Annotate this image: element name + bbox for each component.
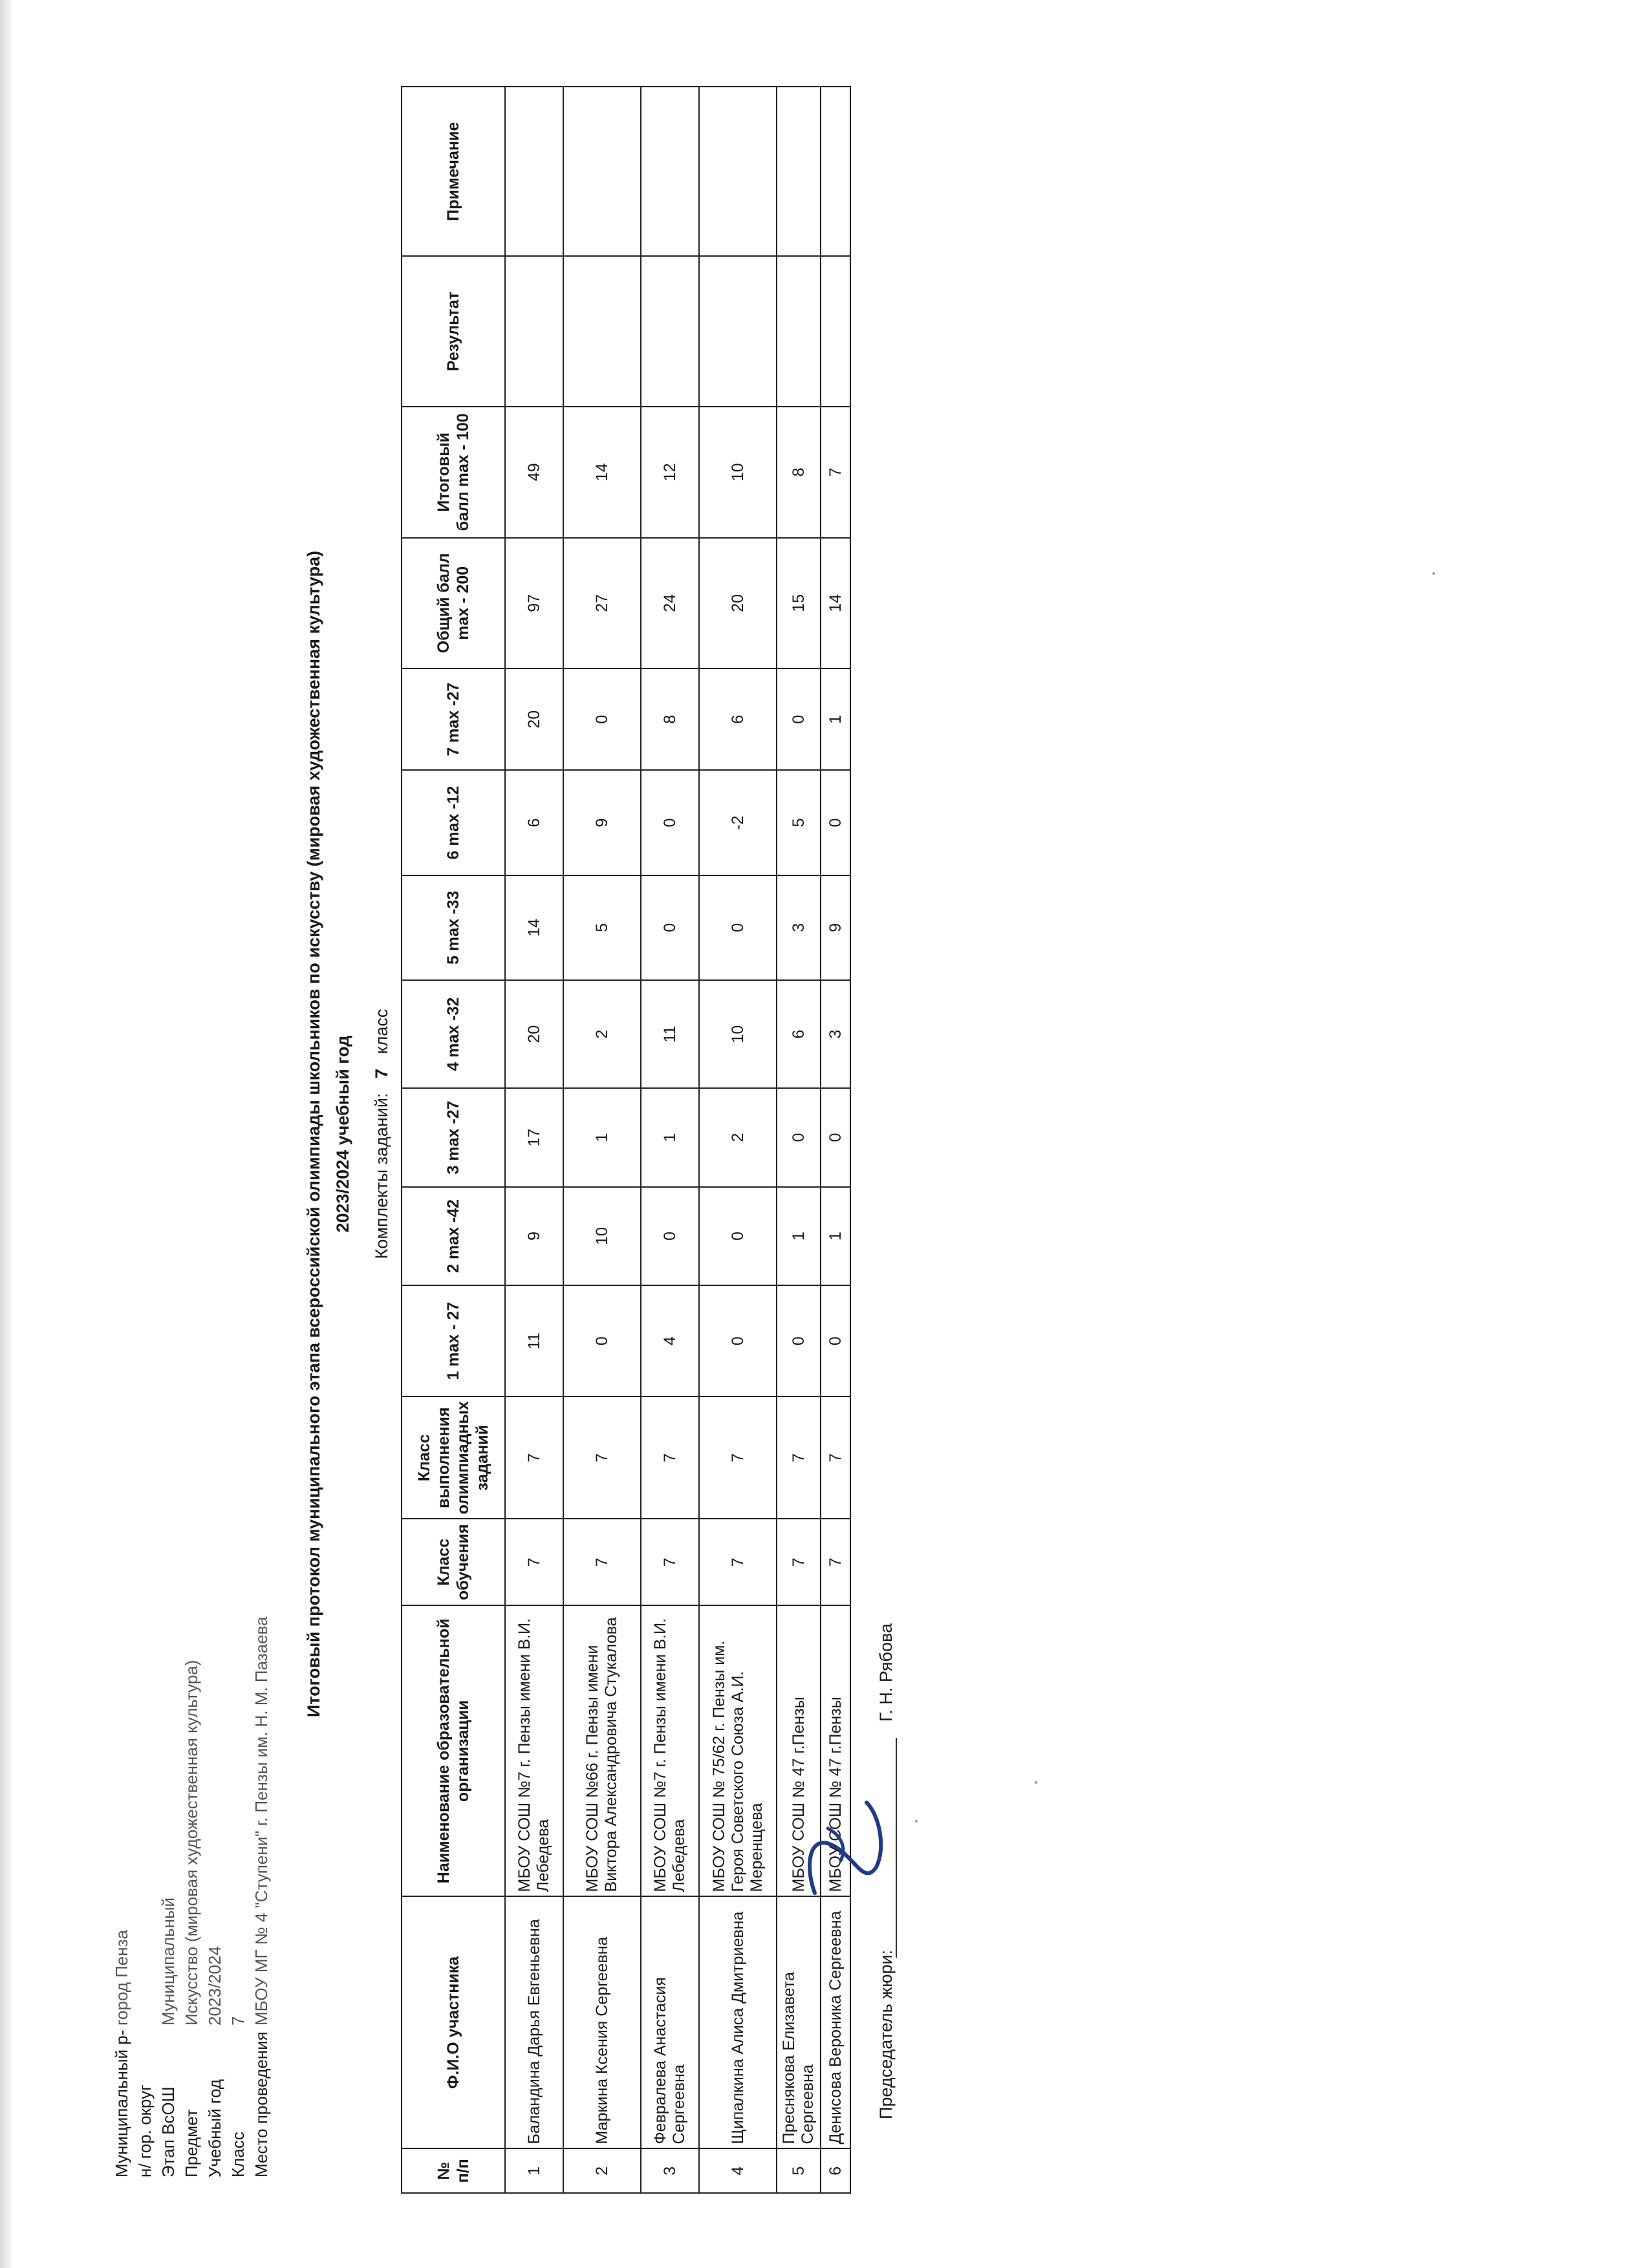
cell-result <box>505 257 563 407</box>
col-header-name: Ф.И.О участника <box>402 1896 505 2148</box>
table-row <box>563 87 641 2193</box>
col-header-task-2: 2 max -42 <box>402 1187 505 1285</box>
protocol-title: Итоговый протокол муниципального этапа всероссийской олимпиады школьников по искусству (мировая художественная культура) <box>304 550 323 1718</box>
cell-name: Баландина Дарья Евгеньевна <box>505 1896 563 2148</box>
cell-task-5: 9 <box>821 875 850 980</box>
cell-total: 24 <box>641 538 699 669</box>
cell-org: МБОУ СОШ №66 г. Пензы имени Виктора Александровича Стукалова <box>563 1605 641 1896</box>
kits-suffix: класс <box>372 1009 391 1054</box>
cell-task-1: 0 <box>777 1285 821 1396</box>
col-header-result: Результат <box>402 257 505 407</box>
meta-value: МБОУ МГ № 4 "Ступени" г. Пензы им. Н. М. Пазаева <box>252 1616 271 2026</box>
meta-row <box>203 1616 226 2177</box>
kits-value: 7 <box>372 1069 391 1079</box>
cell-task-3: 2 <box>699 1088 777 1186</box>
cell-result <box>641 257 699 407</box>
cell-task-1: 0 <box>699 1285 777 1396</box>
table-row <box>641 87 699 2193</box>
handwritten-signature <box>802 1796 892 1906</box>
col-header-task-7: 7 max -27 <box>402 669 505 770</box>
cell-task-5: 5 <box>563 875 641 980</box>
cell-task-6: 0 <box>821 770 850 875</box>
table-row <box>699 87 777 2193</box>
cell-class-tasks: 7 <box>641 1396 699 1519</box>
cell-result <box>821 257 850 407</box>
cell-class-tasks: 7 <box>821 1396 850 1519</box>
col-header-org: Наименование образовательной организации <box>402 1605 505 1896</box>
cell-note <box>777 87 821 257</box>
meta-value: 2023/2024 <box>205 1946 224 2026</box>
chair-name: Г. Н. Рябова <box>876 1623 896 1722</box>
cell-final: 12 <box>641 407 699 538</box>
cell-class-study: 7 <box>641 1519 699 1605</box>
cell-task-6: -2 <box>699 770 777 875</box>
cell-task-4: 10 <box>699 980 777 1088</box>
cell-class-tasks: 7 <box>505 1396 563 1519</box>
meta-row <box>180 1616 203 2177</box>
cell-total: 27 <box>563 538 641 669</box>
meta-key: Муниципальный р-н/ гор. округ <box>112 2029 155 2177</box>
cell-task-2: 9 <box>505 1187 563 1285</box>
cell-task-7: 8 <box>641 669 699 770</box>
col-header-task-5: 5 max -33 <box>402 875 505 980</box>
cell-task-3: 0 <box>777 1088 821 1186</box>
meta-key: Учебный год <box>205 2079 224 2177</box>
cell-task-7: 6 <box>699 669 777 770</box>
cell-task-3: 1 <box>641 1088 699 1186</box>
cell-num: 1 <box>505 2148 563 2193</box>
col-header-final: Итоговый балл max - 100 <box>402 407 505 538</box>
cell-total: 20 <box>699 538 777 669</box>
cell-task-4: 3 <box>821 980 850 1088</box>
signature-line <box>896 1738 897 1958</box>
table-row <box>505 87 563 2193</box>
cell-task-6: 0 <box>641 770 699 875</box>
cell-task-7: 0 <box>563 669 641 770</box>
meta-value: город Пенза <box>112 1929 131 2026</box>
meta-row <box>250 1616 273 2177</box>
cell-result <box>777 257 821 407</box>
meta-row <box>156 1616 180 2177</box>
cell-task-1: 0 <box>821 1285 850 1396</box>
cell-task-1: 0 <box>563 1285 641 1396</box>
cell-class-study: 7 <box>563 1519 641 1605</box>
signature-label: Председатель жюри: <box>876 1949 896 2119</box>
header-meta <box>110 1616 273 2177</box>
cell-class-tasks: 7 <box>563 1396 641 1519</box>
cell-result <box>699 257 777 407</box>
cell-task-5: 0 <box>699 875 777 980</box>
cell-task-2: 0 <box>699 1187 777 1285</box>
meta-value: Муниципальный <box>158 1897 178 2026</box>
cell-num: 2 <box>563 2148 641 2193</box>
cell-name: Февралева Анастасия Сергеевна <box>641 1896 699 2148</box>
cell-task-3: 17 <box>505 1088 563 1186</box>
cell-final: 49 <box>505 407 563 538</box>
cell-task-4: 6 <box>777 980 821 1088</box>
cell-org: МБОУ СОШ № 75/62 г. Пензы им. Героя Советского Союза А.И. Меренщева <box>699 1605 777 1896</box>
cell-name: Преснякова Елизавета Сергеевна <box>777 1896 821 2148</box>
cell-name: Маркина Ксения Сергеевна <box>563 1896 641 2148</box>
cell-task-2: 1 <box>777 1187 821 1285</box>
cell-result <box>563 257 641 407</box>
cell-num: 4 <box>699 2148 777 2193</box>
cell-org: МБОУ СОШ № 47 г.Пензы <box>821 1605 850 1896</box>
cell-class-study: 7 <box>821 1519 850 1605</box>
meta-value: Искусство (мировая художественная культура) <box>182 1660 201 2026</box>
cell-task-2: 0 <box>641 1187 699 1285</box>
col-header-class-study: Класс обучения <box>402 1519 505 1605</box>
kits-label: Комплекты заданий: <box>372 1093 391 1259</box>
col-header-task-4: 4 max -32 <box>402 980 505 1088</box>
cell-task-2: 1 <box>821 1187 850 1285</box>
col-header-total: Общий балл max - 200 <box>402 538 505 669</box>
cell-final: 10 <box>699 407 777 538</box>
cell-final: 7 <box>821 407 850 538</box>
cell-class-study: 7 <box>777 1519 821 1605</box>
meta-row <box>226 1616 250 2177</box>
cell-class-tasks: 7 <box>699 1396 777 1519</box>
cell-task-5: 0 <box>641 875 699 980</box>
col-header-task-3: 3 max -27 <box>402 1088 505 1186</box>
cell-total: 14 <box>821 538 850 669</box>
cell-task-5: 3 <box>777 875 821 980</box>
col-header-class-tasks: Класс выполнения олимпиадных заданий <box>402 1396 505 1519</box>
cell-class-study: 7 <box>699 1519 777 1605</box>
cell-final: 14 <box>563 407 641 538</box>
cell-task-3: 1 <box>563 1088 641 1186</box>
cell-task-4: 20 <box>505 980 563 1088</box>
cell-task-1: 11 <box>505 1285 563 1396</box>
kits-line <box>372 0 392 2268</box>
cell-final: 8 <box>777 407 821 538</box>
col-header-task-1: 1 max - 27 <box>402 1285 505 1396</box>
cell-name: Щипалкина Алиса Дмитриевна <box>699 1896 777 2148</box>
cell-task-7: 1 <box>821 669 850 770</box>
cell-org: МБОУ СОШ №7 г. Пензы имени В.И. Лебедева <box>505 1605 563 1896</box>
meta-key: Класс <box>228 2132 248 2177</box>
cell-task-7: 0 <box>777 669 821 770</box>
col-header-task-6: 6 max -12 <box>402 770 505 875</box>
col-header-note: Примечание <box>402 87 505 257</box>
cell-class-study: 7 <box>505 1519 563 1605</box>
cell-note <box>641 87 699 257</box>
meta-row <box>110 1616 156 2177</box>
cell-class-tasks: 7 <box>777 1396 821 1519</box>
meta-key: Этап ВсОШ <box>158 2086 178 2177</box>
cell-task-4: 11 <box>641 980 699 1088</box>
cell-note <box>505 87 563 257</box>
col-header-num: № п/п <box>402 2148 505 2193</box>
cell-task-7: 20 <box>505 669 563 770</box>
table-header-row <box>402 87 505 2193</box>
cell-task-6: 9 <box>563 770 641 875</box>
cell-task-1: 4 <box>641 1285 699 1396</box>
cell-task-6: 5 <box>777 770 821 875</box>
cell-org: МБОУ СОШ №7 г. Пензы имени В.И. Лебедева <box>641 1605 699 1896</box>
cell-total: 15 <box>777 538 821 669</box>
cell-note <box>699 87 777 257</box>
cell-note <box>821 87 850 257</box>
cell-num: 6 <box>821 2148 850 2193</box>
cell-task-2: 10 <box>563 1187 641 1285</box>
cell-num: 5 <box>777 2148 821 2193</box>
meta-key: Место проведения <box>252 2031 271 2177</box>
meta-value: 7 <box>228 2016 248 2026</box>
cell-task-4: 2 <box>563 980 641 1088</box>
cell-task-5: 14 <box>505 875 563 980</box>
cell-total: 97 <box>505 538 563 669</box>
cell-task-3: 0 <box>821 1088 850 1186</box>
cell-note <box>563 87 641 257</box>
cell-num: 3 <box>641 2148 699 2193</box>
meta-key: Предмет <box>182 2109 201 2177</box>
protocol-year: 2023/2024 учебный год <box>333 1035 352 1233</box>
cell-name: Денисова Вероника Сергеевна <box>821 1896 850 2148</box>
results-table <box>401 86 851 2194</box>
cell-org: МБОУ СОШ № 47 г.Пензы <box>777 1605 821 1896</box>
cell-task-6: 6 <box>505 770 563 875</box>
